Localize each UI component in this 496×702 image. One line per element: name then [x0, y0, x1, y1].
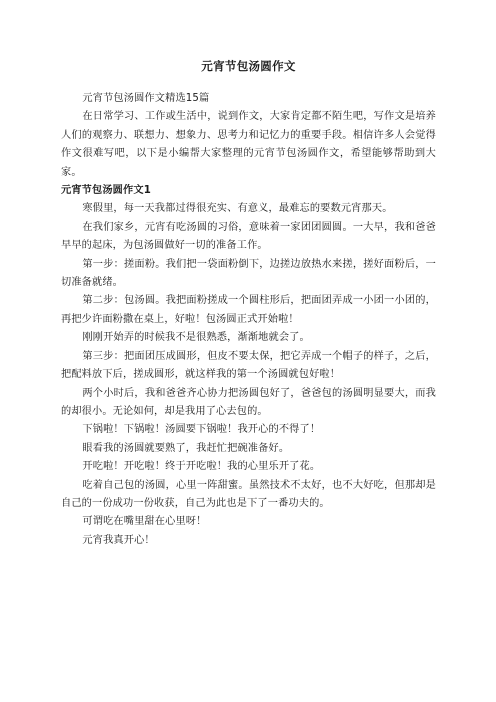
- intro-paragraph: 元宵节包汤圆作文精选15篇: [82, 93, 210, 104]
- body-paragraph: 寒假里，每一天我都过得很充实、有意义，最难忘的要数元宵那天。: [82, 203, 393, 215]
- body-paragraph: 元宵我真开心！: [82, 534, 155, 546]
- body-paragraph: 开吃啦！开吃啦！终于开吃啦！我的心里乐开了花。: [82, 461, 321, 473]
- body-paragraph: 下锅啦！下锅啦！汤圆要下锅啦！我开心的不得了！: [82, 424, 321, 436]
- body-paragraph: 刚刚开始弄的时候我不是很熟悉，渐渐地就会了。: [82, 332, 310, 344]
- body-paragraph: 吃着自己包的汤圆，心里一阵甜蜜。虽然技术不太好，也不大好吃，但那却是自己的一份成功一份收获，自己为此也是下了一番功夫的。: [61, 479, 436, 509]
- body-paragraph: 第二步：包汤圆。我把面粉搓成一个圆柱形后，把面团弄成一小团一小团的，再把少许面粉撒在桌上，好啦！包汤圆正式开始啦！: [61, 295, 436, 325]
- document-title: 元宵节包汤圆作文: [201, 59, 296, 73]
- body-paragraph: 第一步：搓面粉。我们把一袋面粉倒下，边搓边放热水来搓，搓好面粉后，一切准备就绪。: [61, 258, 436, 289]
- section-heading: 元宵节包汤圆作文1: [61, 185, 151, 197]
- body-paragraph: 两个小时后，我和爸爸齐心协力把汤圆包好了，爸爸包的汤圆明显要大，而我的却很小。无论如何，却是我用了心去包的。: [61, 387, 436, 417]
- body-paragraph: 在我们家乡，元宵有吃汤圆的习俗，意味着一家团团圆圆。一大早，我和爸爸早早的起床，为包汤圆做好一切的准备工作。: [61, 221, 436, 252]
- intro-paragraph: 在日常学习、工作或生活中，说到作文，大家肯定都不陌生吧，写作文是培养人们的观察力、联想力、想象力、思考力和记忆力的重要手段。相信许多人会觉得作文很难写吧，以下是小编帮大家整理的元宵节包汤圆作文，希望能够帮助到大家。: [61, 111, 436, 178]
- body-paragraph: 第三步：把面团压成圆形，但皮不要太保，把它弄成一个帽子的样子，之后，把配料放下后，搓成圆形，就这样我的第一个汤圆就包好啦！: [61, 350, 436, 381]
- body-paragraph: 可谓吃在嘴里甜在心里呀！: [82, 516, 207, 528]
- body-paragraph: 眼看我的汤圆就要熟了，我赶忙把碗准备好。: [82, 442, 290, 454]
